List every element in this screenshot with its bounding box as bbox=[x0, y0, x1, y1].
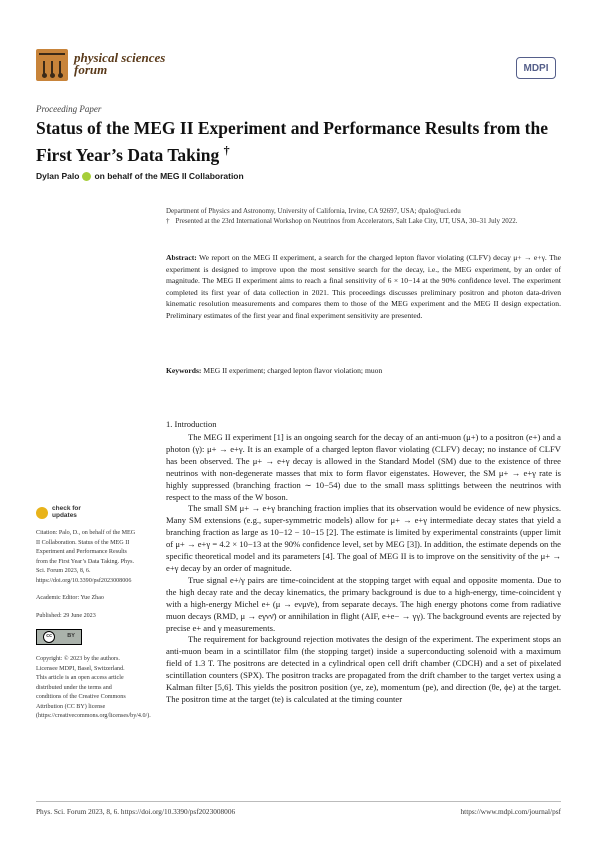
article-type: Proceeding Paper bbox=[36, 104, 102, 114]
journal-name: physical sciences forum bbox=[74, 50, 166, 77]
published-date: Published: 29 June 2023 bbox=[36, 612, 96, 619]
paragraph: The MEG II experiment [1] is an ongoing search for the decay of an anti-muon (μ+) to a positron (e+) and a photon (γ): μ+ → e+γ. It is an example of a charged lepton flavor violating (CLFV) decay; no instance of CLFV has been observed. The μ+ → e+γ decay is allowed in the Standard Model (SM) due to the existence of three neutrinos with non-degenerate masses that mix to form flavor eigenstates. However, the SM μ+ → e+γ rate is highly suppressed (branching fraction ∼ 10−54) due to the small mass splittings between the neutrinos with respect to the mass of the W boson. bbox=[166, 432, 561, 502]
citation: Citation: Palo, D., on behalf of the MEG II Collaboration. Status of the MEG II Experiment and Performance Results from the First Year’s Data Taking. Phys. Sci. Forum 2023, 8, 6. https://doi.org/10.3390/psf2023008006 bbox=[36, 530, 136, 584]
title-footnote-mark: † bbox=[223, 143, 230, 157]
footer-citation: Phys. Sci. Forum 2023, 8, 6. https://doi.org/10.3390/psf2023008006 bbox=[36, 807, 236, 816]
cc-by-license-icon[interactable]: cc BY bbox=[36, 629, 82, 645]
check-updates-icon bbox=[36, 507, 48, 519]
affiliation: Department of Physics and Astronomy, University of California, Irvine, CA 92697, USA; dpalo@uci.edu bbox=[166, 207, 461, 215]
affiliation-block bbox=[166, 207, 561, 226]
journal-url-link[interactable]: https://www.mdpi.com/journal/psf bbox=[460, 807, 561, 816]
paragraph: The small SM μ+ → e+γ branching fraction implies that its observation would be evidence of new physics. Many SM extensions (e.g., super-symmetric models) allow for μ+ → e+γ intermediate decay states that yield a branching fraction as large as 10−12 − 10−15 [2]. The estimate is limited by experimental constraints (upper limit of μ+ → e+γ = 4.2 × 10−13 at the 90% confidence level, set by MEG [3]). In addition, the estimate depends on the specific theoretical model and its parameters [4]. The goal of MEG II is to improve on the sensitivity of the μ+ → e+γ decay by an order of magnitude. bbox=[166, 503, 561, 573]
footer-divider bbox=[36, 801, 561, 802]
keywords: Keywords: MEG II experiment; charged lepton flavor violation; muon bbox=[166, 366, 383, 375]
section-heading: 1. Introduction bbox=[166, 419, 217, 429]
body-text bbox=[166, 432, 561, 706]
academic-editor: Academic Editor: Yue Zhao bbox=[36, 595, 104, 601]
article-title: Status of the MEG II Experiment and Performance Results from the First Year’s Data Taking † bbox=[36, 118, 548, 165]
presentation-note: † Presented at the 23rd International Workshop on Neutrinos from Accelerators, Salt Lake City, UT, USA, 30–31 July 2022. bbox=[166, 216, 518, 225]
paragraph: True signal e+/γ pairs are time-coincident at the stopping target with equal and opposite momenta. Due to the high decay rate and the decay kinematics, the primary background is due to a high-energy, time-coincident γ with a high-energy Michel e+ (μ → eνμν̄e), from separate decays. The high energy photons come from radiative muon decays (RMD, μ → eγνν̄) or annihilation in flight (AIF, e+e− → γγ). The background events are rejected by precise e+ and γ measurements. bbox=[166, 574, 561, 633]
orcid-icon[interactable] bbox=[82, 172, 91, 181]
check-for-updates-button[interactable]: check for updates bbox=[36, 506, 136, 519]
author-line bbox=[36, 171, 244, 181]
journal-logo-icon bbox=[36, 49, 68, 81]
author-suffix: on behalf of the MEG II Collaboration bbox=[94, 171, 244, 181]
copyright: Copyright: © 2023 by the authors. Licensee MDPI, Basel, Switzerland. This article is an open access article distributed under the terms and conditions of the Creative Commons Attribution (CC BY) license (https://creativecommons.org/licenses/by/4.0/). bbox=[36, 656, 151, 719]
sidebar bbox=[36, 505, 151, 730]
paragraph: The requirement for background rejection motivates the design of the experiment. The experiment stops an anti-muon beam in a scintillator film (the stopping target) inside a superconducting solenoid with a maximum field of 1.3 T. The positrons are detected in a cylindrical open cell drift chamber (CDCH) and a set of pixelated scintillation counters (SPX). The positron tracks are propagated from the drift chamber to the target vertex using a Kalman filter [5,6]. This yields the positron position (ye, ze), momentum (pe), and direction (θe, ϕe) at the target. The positron time at the target (te) is calculated at the timing counter bbox=[166, 634, 561, 704]
footer bbox=[36, 807, 561, 816]
mdpi-logo[interactable]: MDPI bbox=[516, 57, 556, 79]
author-name: Dylan Palo bbox=[36, 171, 80, 181]
abstract: Abstract: We report on the MEG II experiment, a search for the charged lepton flavor violating (CLFV) decay μ+ → e+γ. The experiment is designed to improve upon the most sensitive search for the decay, i.e., the MEG experiment, by an order of magnitude. The MEG II experiment aims to reach a final sensitivity of 6 × 10−14 at the 90% confidence level. The experiment completed its first year of data collection in 2021. This proceedings discusses preliminary positron and photon data-driven kinematic resolution measurements and compares them to those of the MEG experiment and the MEG II design expectation. Preliminary estimates of the first year and final experiment sensitivity are presented. bbox=[166, 253, 561, 320]
